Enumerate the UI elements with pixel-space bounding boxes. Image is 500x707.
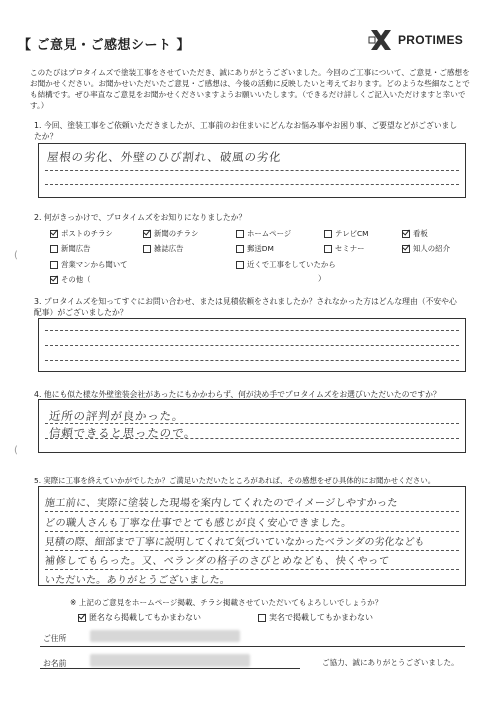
- name-label: お名前: [43, 659, 67, 668]
- consent-real-name-option[interactable]: 実名で掲載してもかまわない: [258, 612, 373, 623]
- q5-question: 5. 実際に工事を終えていかがでしたか？ご満足いただいたところがあれば、その感想をぜひ具体的にお聞かせください。: [34, 476, 436, 485]
- checkbox-icon: [402, 230, 410, 238]
- q4-answer-line-1: 近所の評判が良かった。: [48, 409, 186, 423]
- option-magazine-ad[interactable]: 雑誌広告: [143, 243, 184, 254]
- protimes-mark-icon: [368, 28, 394, 52]
- checkbox-icon: [236, 261, 244, 269]
- q5-answer-box[interactable]: [38, 486, 466, 586]
- checkbox-icon: [324, 230, 332, 238]
- thanks-text: ご協力、誠にありがとうございました。: [322, 658, 459, 667]
- q1-answer-box[interactable]: [38, 143, 466, 198]
- option-seminar[interactable]: セミナー: [324, 243, 365, 254]
- option-homepage[interactable]: ホームページ: [236, 228, 291, 239]
- checkbox-icon: [324, 245, 332, 253]
- address-redacted: [90, 630, 240, 642]
- checkbox-icon: [258, 614, 266, 622]
- checkbox-icon: [50, 261, 58, 269]
- logo-text: PROTIMES: [398, 33, 464, 47]
- q1-answer-line-1: 屋根の劣化、外壁のひび割れ、破風の劣化: [46, 150, 283, 164]
- q2-question: 2. 何がきっかけで、プロタイムズをお知りになりましたか？: [34, 213, 247, 222]
- checkbox-icon: [143, 245, 151, 253]
- checkbox-icon: [236, 230, 244, 238]
- q5-answer-line-3: 見積の際、細部まで丁寧に説明してくれて気づいていなかったベランダの劣化なども: [44, 537, 425, 548]
- q4-question: 4. 他にも似た様な外壁塗装会社があったにもかかわらず、何が決め手でプロタイムズをお選びいただいたのですか？: [34, 390, 441, 399]
- option-tv-cm[interactable]: テレビCM: [324, 228, 369, 239]
- checkbox-icon: [143, 230, 151, 238]
- option-nearby-work[interactable]: 近くで工事をしていたから: [236, 259, 336, 270]
- consent-question: ※ 上記のご意見をホームページ掲載、チラシ掲載させていただいてもよろしいでしょうか？: [70, 598, 383, 607]
- punch-hole-mark: (: [14, 250, 18, 261]
- option-newspaper-flyer[interactable]: 新聞のチラシ: [143, 228, 198, 239]
- option-signboard[interactable]: 看板: [402, 228, 428, 239]
- name-redacted: [90, 654, 250, 667]
- address-field-line[interactable]: [40, 646, 465, 647]
- intro-text: このたびはプロタイムズで塗装工事をさせていただき、誠にありがとうございました。今回のご工事について、ご意見・ご感想をお聞かせください。お聞かせいただいたご意見・ご感想は、今後の活動に反映したいと考えております。どのような些細なことでも結構です。ぜひ率直なご意見をお聞かせくださいますようお願いいたします。（できるだけ詳しくご記入いただけますと幸いです。）: [30, 68, 470, 110]
- q4-answer-box[interactable]: [38, 399, 466, 453]
- option-sales-rep[interactable]: 営業マンから聞いて: [50, 259, 128, 270]
- q4-answer-line-2: 信頼できると思ったので。: [48, 426, 198, 440]
- other-close-paren: ）: [318, 274, 326, 283]
- q5-answer-line-5: いただいた。ありがとうございました。: [44, 575, 231, 586]
- option-mail-dm[interactable]: 郵送DM: [236, 243, 274, 254]
- option-newspaper-ad[interactable]: 新聞広告: [50, 243, 91, 254]
- consent-anonymous-option[interactable]: 匿名なら掲載してもかまわない: [78, 612, 201, 623]
- q5-answer-line-2: どの職人さんも丁寧な仕事でとても感じが良く安心できました。: [44, 518, 353, 529]
- q3-answer-box[interactable]: [38, 318, 466, 372]
- checkbox-icon: [236, 245, 244, 253]
- q3-question: 3. プロタイムズを知ってすぐにお問い合わせ、または見積依頼をされましたか？されなかった方はどんな理由（不安や心配事）がございましたか？: [34, 297, 457, 317]
- sheet-title: 【 ご意見・ご感想シート 】: [18, 38, 191, 53]
- q1-question: 1. 今回、塗装工事をご依頼いただきましたが、工事前のお住まいにどんなお悩み事やお困り事、ご要望などがございましたか？: [34, 121, 458, 141]
- protimes-logo: [368, 28, 463, 52]
- option-other[interactable]: その他（: [50, 274, 91, 285]
- q5-answer-line-4: 補修してもらった。又、ベランダの格子のさびとめなども、快くやって: [44, 556, 391, 567]
- q5-answer-line-1: 施工前に、実際に塗装した現場を案内してくれたのでイメージしやすかった: [44, 498, 399, 509]
- address-label: ご住所: [43, 634, 67, 643]
- punch-hole-mark: (: [14, 445, 18, 456]
- option-acquaintance[interactable]: 知人の紹介: [402, 243, 450, 254]
- name-field-line[interactable]: [40, 668, 300, 669]
- checkbox-icon: [50, 245, 58, 253]
- consent-marker: ※: [70, 598, 79, 607]
- checkbox-icon: [402, 245, 410, 253]
- checkbox-icon: [78, 614, 86, 622]
- option-post-flyer[interactable]: ポストのチラシ: [50, 228, 113, 239]
- checkbox-icon: [50, 276, 58, 284]
- checkbox-icon: [50, 230, 58, 238]
